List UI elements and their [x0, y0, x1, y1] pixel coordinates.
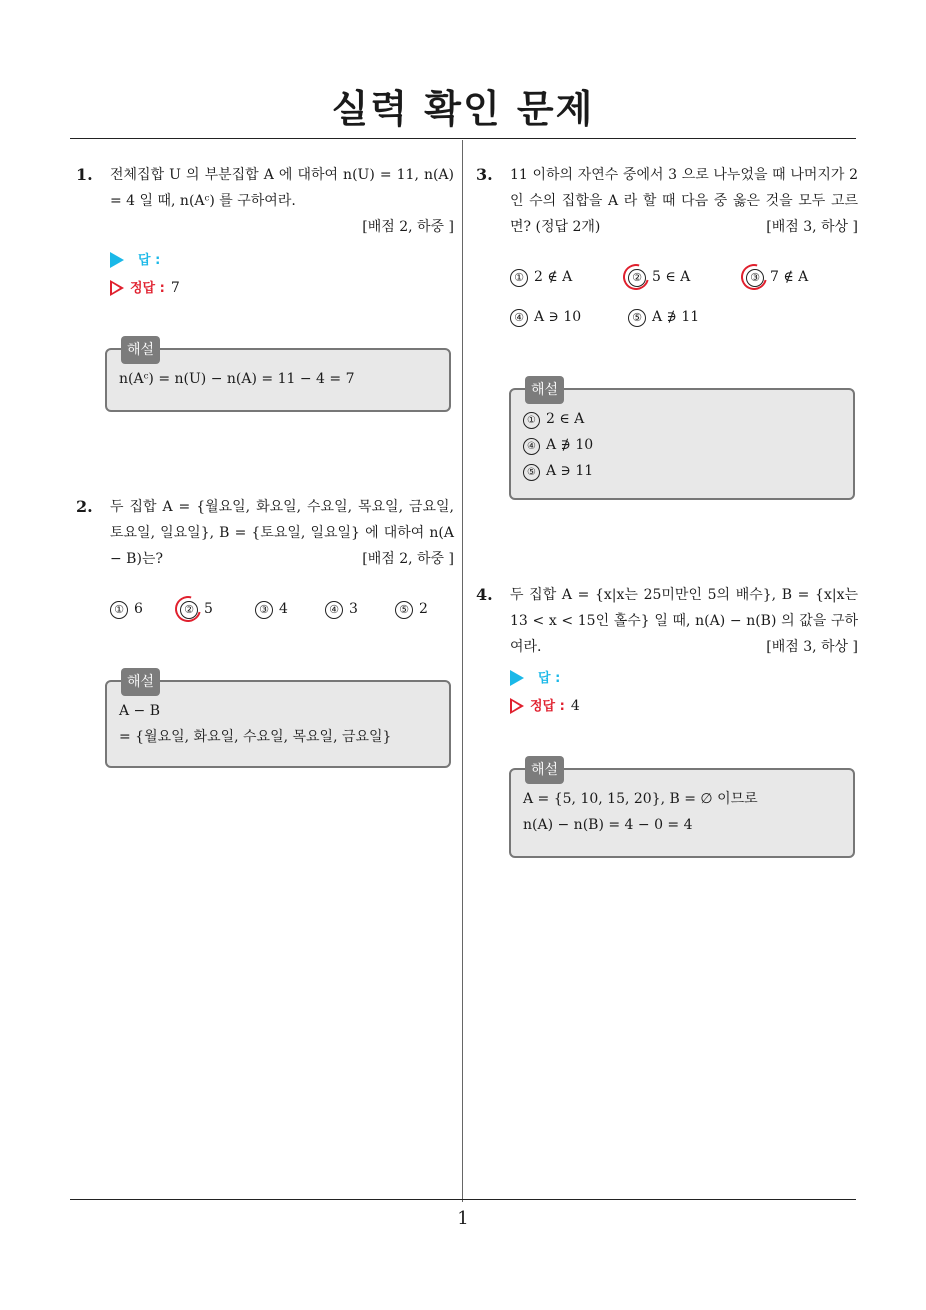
option-1 — [110, 596, 143, 622]
solution-line: A − B — [119, 703, 161, 719]
option-text: 6 — [134, 601, 143, 617]
question-number: 3. — [476, 165, 493, 184]
question-text: 11 이하의 자연수 중에서 3 으로 나누었을 때 나머지가 2 인 수의 집합을 A 라 할 때 다음 중 옳은 것을 모두 고르면? (정답 2개) — [510, 167, 858, 235]
option-text: 7 ∉ A — [770, 269, 809, 285]
solution-line: n(A) − n(B) = 4 − 0 = 4 — [523, 817, 693, 833]
answer-row — [110, 246, 454, 274]
option-text: 2 — [419, 601, 428, 617]
outline-triangle-icon — [110, 280, 124, 296]
correct-label: 정답 : — [130, 281, 165, 296]
solution-line: ④ A ∌ 10 — [523, 432, 841, 458]
footer-rule — [70, 1199, 856, 1200]
solution-tag: 해설 — [525, 376, 564, 404]
question-number: 1. — [76, 165, 93, 184]
correct-answer-row — [510, 692, 858, 720]
option-text: 2 ∉ A — [534, 269, 573, 285]
question-points: [배점 3, 하상 ] — [766, 639, 858, 655]
option-text: 3 — [349, 601, 358, 617]
option-4 — [510, 304, 581, 330]
correct-value: 4 — [570, 698, 580, 714]
solution-line: n(Aᶜ) = n(U) − n(A) = 11 − 4 = 7 — [119, 371, 355, 387]
question-number: 2. — [76, 497, 93, 516]
solution-box — [509, 382, 855, 500]
solution-line: ① 2 ∈ A — [523, 406, 841, 432]
marked-circle-icon — [736, 259, 772, 295]
option-1 — [510, 264, 572, 290]
option-3 — [255, 596, 288, 622]
option-3 — [746, 264, 808, 290]
option-number: ③ — [746, 269, 764, 287]
option-text: 4 — [279, 601, 288, 617]
answer-row — [510, 664, 858, 692]
option-number: ① — [110, 601, 128, 619]
correct-label: 정답 : — [530, 699, 565, 714]
answer-label: 답 : — [138, 253, 161, 268]
option-2 — [180, 596, 213, 622]
solution-box — [509, 762, 855, 858]
page-number: 1 — [457, 1208, 469, 1229]
question-number: 4. — [476, 585, 493, 604]
option-text: 5 — [204, 601, 213, 617]
page-title: 실력 확인 문제 — [331, 87, 595, 131]
marked-circle-icon — [170, 591, 206, 627]
option-row-2 — [510, 304, 858, 334]
option-text: A ∋ 10 — [534, 309, 582, 325]
question-2 — [76, 494, 454, 626]
option-2 — [628, 264, 690, 290]
option-text: 5 ∈ A — [652, 269, 691, 285]
solution-tag: 해설 — [121, 668, 160, 696]
question-text: 두 집합 A = {월요일, 화요일, 수요일, 목요일, 금요일, 토요일, 일요일}, B = {토요일, 일요일} 에 대하여 n(A − B)는? — [110, 499, 454, 567]
marked-circle-icon — [618, 259, 654, 295]
solution-line: A = {5, 10, 15, 20}, B = ∅ 이므로 — [523, 791, 758, 807]
option-number: ② — [180, 601, 198, 619]
question-points: [배점 2, 하중 ] — [362, 551, 454, 567]
question-points: [배점 2, 하중 ] — [362, 219, 454, 235]
option-number: ⑤ — [628, 309, 646, 327]
question-3 — [476, 162, 858, 334]
option-number: ④ — [325, 601, 343, 619]
answer-label: 답 : — [538, 671, 561, 686]
option-number: ⑤ — [395, 601, 413, 619]
play-triangle-icon — [510, 670, 524, 686]
question-text: 두 집합 A = {x|x는 25미만인 5의 배수}, B = {x|x는 13 < x < 15인 홀수} 일 때, n(A) − n(B) 의 값을 구하여라. — [510, 587, 858, 655]
option-5 — [395, 596, 428, 622]
option-text: A ∌ 11 — [652, 309, 700, 325]
solution-tag: 해설 — [525, 756, 564, 784]
option-number: ② — [628, 269, 646, 287]
solution-tag: 해설 — [121, 336, 160, 364]
column-divider — [462, 140, 463, 1202]
question-points: [배점 3, 하상 ] — [766, 219, 858, 235]
option-number: ③ — [255, 601, 273, 619]
correct-answer-row — [110, 274, 454, 302]
play-triangle-icon — [110, 252, 124, 268]
solution-line: ⑤ A ∋ 11 — [523, 458, 841, 484]
header-rule — [70, 138, 856, 139]
solution-line: = {월요일, 화요일, 수요일, 목요일, 금요일} — [119, 729, 392, 745]
question-text: 전체집합 U 의 부분집합 A 에 대하여 n(U) = 11, n(A) = 4 일 때, n(Aᶜ) 를 구하여라. — [110, 167, 454, 209]
option-5 — [628, 304, 699, 330]
outline-triangle-icon — [510, 698, 524, 714]
option-number: ① — [510, 269, 528, 287]
option-row-1 — [510, 264, 858, 304]
option-4 — [325, 596, 358, 622]
question-1 — [76, 162, 454, 302]
correct-value: 7 — [170, 280, 180, 296]
solution-box — [105, 342, 451, 412]
option-list — [110, 596, 454, 626]
question-4 — [476, 582, 858, 720]
option-number: ④ — [510, 309, 528, 327]
solution-box — [105, 674, 451, 768]
